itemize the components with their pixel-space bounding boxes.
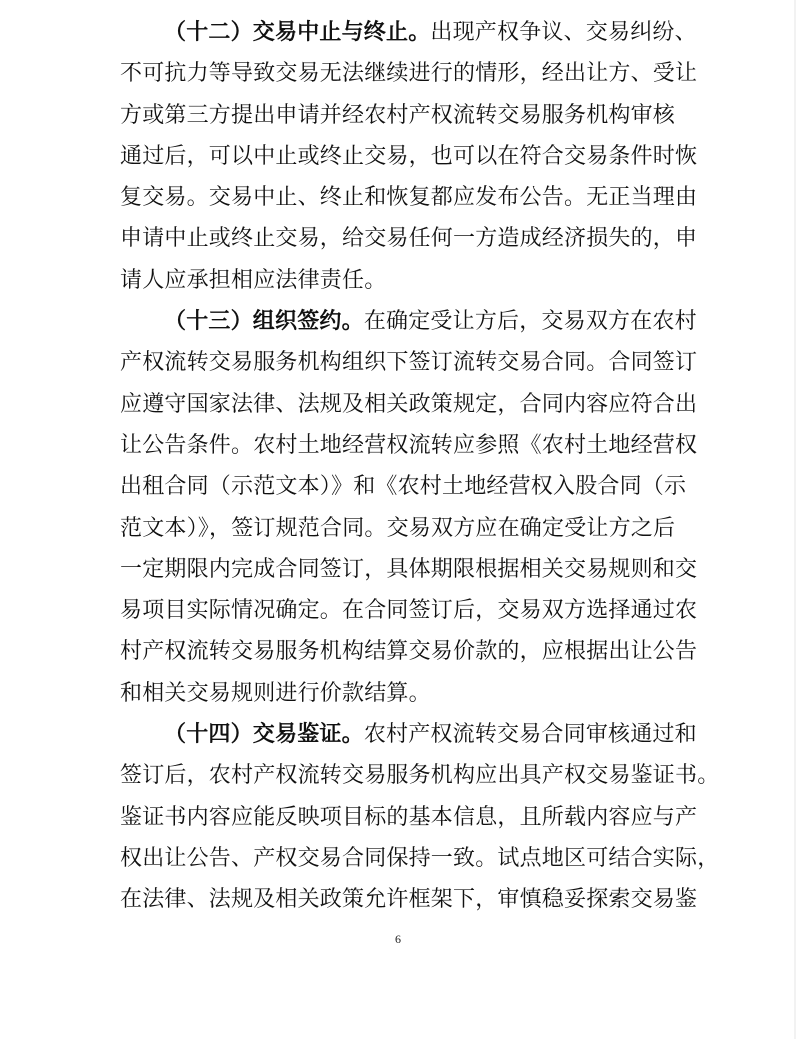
paragraph-line: 权出让公告、产权交易合同保持一致。试点地区可结合实际， (120, 845, 720, 871)
section-heading-14: （十四）交易鉴证。 (164, 721, 364, 748)
paragraph-line: 请人应承担相应法律责任。 (120, 267, 387, 293)
paragraph-line: 应遵守国家法律、法规及相关政策规定，合同内容应符合出 (120, 391, 698, 417)
paragraph-line: 不可抗力等导致交易无法继续进行的情形，经出让方、受让 (120, 61, 698, 87)
paragraph-14-first-line (120, 714, 697, 755)
paragraph-text: 农村产权流转交易合同审核通过和 (363, 722, 697, 748)
paragraph-line: 通过后，可以中止或终止交易，也可以在符合交易条件时恢 (120, 143, 698, 169)
paragraph-line: 一定期限内完成合同签订，具体期限根据相关交易规则和交 (120, 556, 698, 582)
section-heading-12: （十二）交易中止与终止。 (164, 19, 431, 45)
paragraph-line: 方或第三方提出申请并经农村产权流转交易服务机构审核 (120, 102, 676, 128)
paragraph-line: 申请中止或终止交易，给交易任何一方造成经济损失的，申 (120, 226, 698, 252)
paragraph-line: 签订后，农村产权流转交易服务机构应出具产权交易鉴证书。 (120, 763, 720, 789)
document-page (120, 12, 720, 921)
section-heading-13: （十三）组织签约。 (164, 308, 364, 335)
paragraph-line: 出租合同（示范文本）》和《农村土地经营权入股合同（示 (120, 474, 687, 500)
paragraph-text: 在确定受让方后，交易双方在农村 (363, 309, 697, 335)
paragraph-line: 范文本）》，签订规范合同。交易双方应在确定受让方之后 (120, 515, 676, 541)
paragraph-12-first-line (120, 12, 697, 53)
paragraph-text: 出现产权争议、交易纠纷、 (430, 20, 697, 45)
paragraph-line: 复交易。交易中止、终止和恢复都应发布公告。无正当理由 (120, 185, 698, 211)
paragraph-line: 让公告条件。农村土地经营权流转应参照《农村土地经营权 (120, 432, 698, 458)
paragraph-line: 易项目实际情况确定。在合同签订后，交易双方选择通过农 (120, 598, 698, 624)
paragraph-line: 和相关交易规则进行价款结算。 (120, 680, 431, 706)
paragraph-line: 村产权流转交易服务机构结算交易价款的，应根据出让公告 (120, 639, 698, 665)
paragraph-line: 鉴证书内容应能反映项目标的基本信息，且所载内容应与产 (120, 804, 698, 830)
paragraph-13-first-line (120, 301, 697, 342)
paragraph-line: 在法律、法规及相关政策允许框架下，审慎稳妥探索交易鉴 (120, 887, 698, 913)
page-number: 6 (395, 932, 401, 946)
paragraph-line: 产权流转交易服务机构组织下签订流转交易合同。合同签订 (120, 350, 698, 376)
